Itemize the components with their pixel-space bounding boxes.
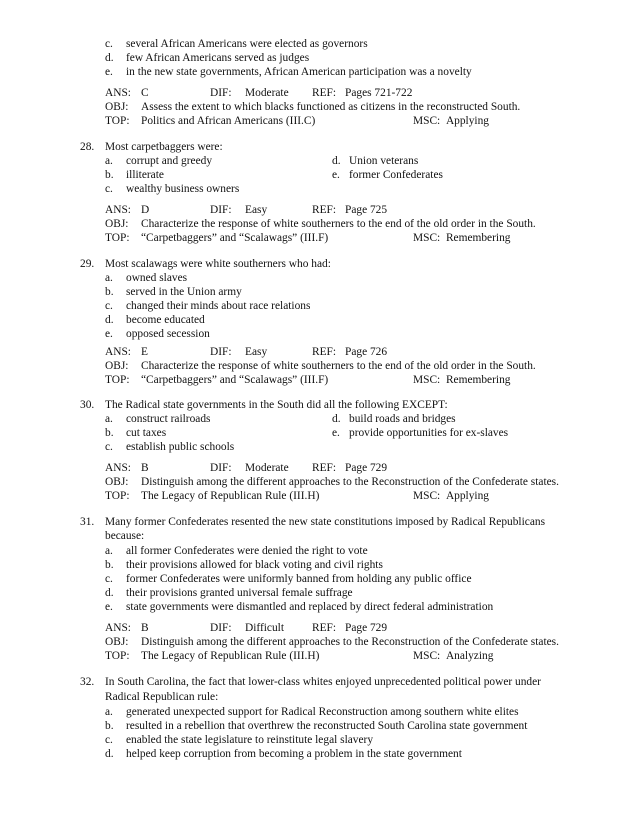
- option-letter: d.: [105, 314, 114, 326]
- top-label: TOP:: [105, 650, 130, 662]
- option-text: their provisions granted universal female suffrage: [126, 587, 353, 599]
- obj-label: OBJ:: [105, 636, 129, 648]
- option-text: Union veterans: [349, 155, 419, 167]
- msc-text: Remembering: [445, 374, 511, 386]
- top-label: TOP:: [105, 374, 130, 386]
- question-number: 31.: [80, 516, 95, 528]
- question-stem: Most carpetbaggers were:: [105, 141, 223, 153]
- option-letter: d.: [332, 413, 341, 425]
- option-text: in the new state governments, African American participation was a novelty: [126, 66, 472, 78]
- top-label: TOP:: [105, 232, 130, 244]
- option-letter: c.: [105, 38, 113, 50]
- dif-value: Difficult: [245, 622, 285, 634]
- dif-label: DIF:: [210, 622, 232, 634]
- obj-value: Distinguish among the different approaches to the Reconstruction of the Confederate states.: [141, 476, 559, 488]
- option-text: former Confederates were uniformly banned from holding any public office: [126, 573, 472, 585]
- option-text: corrupt and greedy: [126, 155, 213, 167]
- obj-label: OBJ:: [105, 476, 129, 488]
- option-letter: b.: [105, 169, 114, 181]
- ref-label: REF:: [312, 462, 337, 474]
- msc-text: Remembering: [445, 232, 511, 244]
- option-text: owned slaves: [126, 272, 188, 284]
- msc-label: MSC:: [413, 374, 441, 386]
- option-text: wealthy business owners: [126, 183, 240, 195]
- ans-value: C: [141, 87, 149, 99]
- ans-label: ANS:: [105, 622, 131, 634]
- option-text: all former Confederates were denied the right to vote: [126, 545, 368, 557]
- option-text: enabled the state legislature to reinstitute legal slavery: [126, 734, 374, 746]
- option-letter: b.: [105, 559, 114, 571]
- option-text: opposed secession: [126, 328, 210, 340]
- msc-value: [413, 373, 510, 387]
- option-letter: d.: [105, 748, 114, 760]
- option-text: provide opportunities for ex-slaves: [349, 427, 509, 439]
- ref-label: REF:: [312, 87, 337, 99]
- option-letter: b.: [105, 720, 114, 732]
- ans-value: E: [141, 346, 148, 358]
- ans-label: ANS:: [105, 87, 131, 99]
- option-text: generated unexpected support for Radical Reconstruction among southern white elites: [126, 706, 519, 718]
- ans-label: ANS:: [105, 346, 131, 358]
- option-letter: c.: [105, 300, 113, 312]
- msc-value: [413, 231, 510, 245]
- dif-label: DIF:: [210, 462, 232, 474]
- dif-value: Easy: [245, 346, 268, 358]
- option-letter: e.: [105, 601, 113, 613]
- option-text: build roads and bridges: [349, 413, 456, 425]
- option-letter: b.: [105, 427, 114, 439]
- question-number: 30.: [80, 399, 95, 411]
- msc-text: Applying: [445, 490, 489, 502]
- option-text: helped keep corruption from becoming a problem in the state government: [126, 748, 462, 760]
- dif-label: DIF:: [210, 204, 232, 216]
- option-letter: e.: [105, 66, 113, 78]
- option-letter: c.: [105, 734, 113, 746]
- top-value: The Legacy of Republican Rule (III.H): [141, 650, 320, 662]
- msc-label: MSC:: [413, 232, 441, 244]
- obj-value: Characterize the response of white southerners to the end of the old order in the South.: [141, 360, 536, 372]
- obj-label: OBJ:: [105, 360, 129, 372]
- option-text: changed their minds about race relations: [126, 300, 311, 312]
- msc-value: [413, 114, 489, 128]
- question-stem: Radical Republican rule:: [105, 691, 219, 703]
- obj-label: OBJ:: [105, 218, 129, 230]
- option-letter: e.: [332, 169, 340, 181]
- obj-value: Characterize the response of white southerners to the end of the old order in the South.: [141, 218, 536, 230]
- option-letter: a.: [105, 155, 113, 167]
- msc-value: [413, 649, 493, 663]
- top-value: “Carpetbaggers” and “Scalawags” (III.F): [141, 374, 329, 386]
- question-stem: Many former Confederates resented the new state constitutions imposed by Radical Republicans: [105, 516, 546, 528]
- msc-text: Analyzing: [445, 650, 494, 662]
- option-letter: a.: [105, 413, 113, 425]
- question-number: 32.: [80, 676, 95, 688]
- ref-value: Page 729: [345, 622, 388, 634]
- ans-value: D: [141, 204, 150, 216]
- option-text: served in the Union army: [126, 286, 242, 298]
- obj-value: Distinguish among the different approaches to the Reconstruction of the Confederate states.: [141, 636, 559, 648]
- msc-label: MSC:: [413, 115, 441, 127]
- question-number: 29.: [80, 258, 95, 270]
- msc-label: MSC:: [413, 650, 441, 662]
- option-text: state governments were dismantled and replaced by direct federal administration: [126, 601, 494, 613]
- top-label: TOP:: [105, 490, 130, 502]
- msc-label: MSC:: [413, 490, 441, 502]
- option-letter: e.: [105, 328, 113, 340]
- msc-value: [413, 489, 489, 503]
- dif-value: Moderate: [245, 87, 289, 99]
- dif-value: Moderate: [245, 462, 289, 474]
- question-number: 28.: [80, 141, 95, 153]
- dif-label: DIF:: [210, 346, 232, 358]
- option-text: several African Americans were elected as governors: [126, 38, 368, 50]
- option-text: few African Americans served as judges: [126, 52, 310, 64]
- question-stem: The Radical state governments in the South did all the following EXCEPT:: [105, 399, 448, 411]
- top-label: TOP:: [105, 115, 130, 127]
- option-letter: d.: [105, 52, 114, 64]
- option-letter: a.: [105, 272, 113, 284]
- option-text: become educated: [126, 314, 205, 326]
- ref-value: Page 725: [345, 204, 388, 216]
- option-letter: c.: [105, 441, 113, 453]
- dif-label: DIF:: [210, 87, 232, 99]
- ref-label: REF:: [312, 622, 337, 634]
- ans-label: ANS:: [105, 204, 131, 216]
- ref-value: Page 726: [345, 346, 388, 358]
- ref-label: REF:: [312, 346, 337, 358]
- option-letter: c.: [105, 183, 113, 195]
- obj-value: Assess the extent to which blacks functioned as citizens in the reconstructed South.: [141, 101, 521, 113]
- ref-label: REF:: [312, 204, 337, 216]
- option-letter: c.: [105, 573, 113, 585]
- option-letter: e.: [332, 427, 340, 439]
- option-text: cut taxes: [126, 427, 167, 439]
- question-stem: In South Carolina, the fact that lower-class whites enjoyed unprecedented political power under: [105, 676, 541, 688]
- obj-label: OBJ:: [105, 101, 129, 113]
- option-text: construct railroads: [126, 413, 211, 425]
- option-letter: d.: [105, 587, 114, 599]
- dif-value: Easy: [245, 204, 268, 216]
- option-letter: d.: [332, 155, 341, 167]
- ans-label: ANS:: [105, 462, 131, 474]
- ref-value: Page 729: [345, 462, 388, 474]
- msc-text: Applying: [445, 115, 489, 127]
- ref-value: Pages 721-722: [345, 87, 413, 99]
- option-text: their provisions allowed for black voting and civil rights: [126, 559, 383, 571]
- option-letter: a.: [105, 706, 113, 718]
- option-text: former Confederates: [349, 169, 443, 181]
- question-stem: Most scalawags were white southerners who had:: [105, 258, 331, 270]
- option-letter: a.: [105, 545, 113, 557]
- top-value: The Legacy of Republican Rule (III.H): [141, 490, 320, 502]
- option-text: illiterate: [126, 169, 164, 181]
- top-value: “Carpetbaggers” and “Scalawags” (III.F): [141, 232, 329, 244]
- option-letter: b.: [105, 286, 114, 298]
- top-value: Politics and African Americans (III.C): [141, 115, 316, 127]
- option-text: resulted in a rebellion that overthrew the reconstructed South Carolina state government: [126, 720, 528, 732]
- ans-value: B: [141, 622, 149, 634]
- option-text: establish public schools: [126, 441, 235, 453]
- question-stem: because:: [105, 530, 145, 542]
- ans-value: B: [141, 462, 149, 474]
